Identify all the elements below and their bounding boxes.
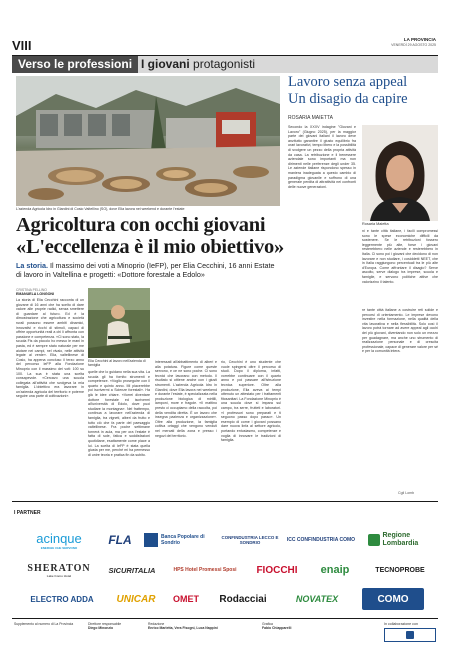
main-col-2: quelle che lo guidano nella sua vita. La scuola gli ha fornito strumenti e competenze. «Voglio proseguire con il quarto e quinto anno. Mi piacerebbe poi iscrivermi a Scienze forestali». Ha già le idee chiare. «Vorrei diventare dottore forestale ed iscrivermi all'università di Edolo, dove puoi studiare la montagna». Nel frattempo, continua a lavorare nell'azienda di famiglia, tra vigneti, alberi da frutto e tutto ciò che fa parte del paesaggio valtellinese. Fra poche settimane tornerà in aula, ma per ora l'estate è fatta di sole, fatica e soddisfazioni quotidiane, esattamente come piace a lui. La scelta di IeFP è stata quella giusta per me, perché mi ha permesso di unire teoria e pratica fin da subito.	[88, 370, 150, 457]
footer-editor-label: Direttore responsabile	[88, 622, 122, 626]
section-sub: I giovani	[141, 57, 190, 71]
inline-photo-caption: Elia Cecchini al lavoro nell'azienda di famiglia	[88, 359, 146, 367]
footer-supplement: Supplemento al numero di La Provincia	[14, 622, 74, 626]
footer-graphic-block	[262, 622, 322, 631]
side-col-2: ni e tante città italiane, i facili compromessi sono le spese economiche difficili da sostenere. Se le retribuzioni fossero leggermente più alte, forse i giovani resterebbero nelle aziende e resterebbero in Italia. Ci sono poi i giovani che decidono di non lavorare e non studiare, i cosiddetti NEET, che in Italia raggiungono percentuali tra le più alte d'Europa. Come affrontare il disagio? Serve ascolto, serve dialogo tra imprese, scuola e famiglie, e servono politiche attive che valorizzino il talento.	[362, 229, 438, 284]
footer-coordination-block	[148, 622, 258, 631]
footer-collab-logo	[384, 628, 436, 642]
partners-title: I PARTNER	[14, 510, 41, 516]
side-headline-line1: Lavoro senza appeal	[288, 74, 408, 90]
logo-sheraton	[24, 558, 94, 582]
worker-photo-illustration	[88, 288, 150, 358]
logo-unicar: UNICAR	[116, 593, 156, 605]
collab-mark-icon	[406, 631, 414, 639]
main-headline-line1: Agricoltura con occhi giovani	[16, 214, 266, 236]
logo-electro-adda: ELECTRO ADDA	[30, 594, 94, 604]
kicker: La storia.	[16, 261, 48, 270]
logo-bps-text: Banca Popolare di Sondrio	[161, 534, 205, 546]
logo-bps	[144, 530, 216, 550]
side-col-3: re tante città italiane a costruire reti solide e percorsi di orientamento. Le imprese devono investire nella formazione, nella qualità della vita lavorativa e nella flessibilità. Solo così il lavoro potrà tornare ad avere appeal agli occhi dei più giovani, diventando non solo un mezzo per guadagnare, ma anche uno strumento di realizzazione personale e di crescita professionale, capace di generare valore per sé e per la comunità intera.	[362, 308, 438, 354]
newspaper-name: LA PROVINCIA	[403, 37, 436, 42]
section-sub-label	[141, 56, 255, 73]
footer-graphic: Fabio Chiapparelli	[262, 626, 292, 631]
footer-editor-block	[88, 622, 144, 631]
logo-fiocchi: FIOCCHI	[256, 564, 298, 576]
logo-regione-text: Regione Lombardia	[382, 532, 419, 547]
bps-mark	[144, 533, 158, 547]
logo-como: COMO	[362, 588, 424, 610]
main-photo-caption: L'azienda Agricola Idro in Giardini di Cosio Valtellino (SO), dove Elia lavora nei weekend e durante l'estate	[16, 207, 185, 211]
byline-name: EMANUELA LONGONI	[16, 292, 54, 296]
issue-date: VENERDÌ 29 AGOSTO 2025	[391, 43, 436, 47]
side-portrait	[362, 125, 438, 221]
logo-omet: OMET	[173, 594, 199, 604]
footer-coordination-label: Redazione	[148, 622, 165, 626]
logo-hps: HPS Hotel Promessi Sposi	[173, 567, 237, 573]
footer-coordination: Enrico Marletta, Vera Fisogni, Luca Nappini	[148, 626, 218, 631]
logo-fla: FLA	[108, 533, 132, 547]
footer-collab: In collaborazione con	[384, 622, 418, 626]
partners-rule	[12, 501, 438, 502]
logo-sicuritalia: SICURITALIA	[108, 565, 156, 575]
logo-sheraton-text: SHERATON	[27, 562, 91, 574]
logo-tecnoprobe: TECNOPROBE	[375, 566, 425, 574]
page-number: VIII	[12, 38, 32, 53]
inline-photo	[88, 288, 150, 358]
main-col-4: rio, Cecchini è uno studente che vuole spingersi oltre il percorso di studi. Dopo il diploma, infatti, vorrebbe continuare con il quarto anno e poi passare all'istruzione tecnica superiore. Oltre alla produzione, Elia aveva ai tempi ottenuto un attestato per i trattamenti fitosanitari. La Fondazione Minoprio è una scuola dove si impara sul campo, tra serre, frutteti e laboratori. «I professori sono preparati e ti seguono passo dopo passo». Un esempio di come i giovani possano dare nuova linfa al settore agricolo, portando entusiasmo, competenze e voglia di innovare le tradizioni di famiglia.	[221, 360, 281, 443]
side-byline: ROSARIA MAIETTA	[288, 115, 333, 121]
side-headline-line2: Un disagio da capire	[288, 91, 408, 107]
logo-enaip: enaip	[320, 564, 350, 576]
footer-editor: Diego Minonzio	[88, 626, 114, 631]
side-end-credit: Cgil Lomb	[398, 491, 415, 495]
logo-acinque-tagline: ENERGIE CHE SERVONO	[40, 545, 78, 550]
logo-novatex: NOVATEX	[295, 594, 339, 604]
main-col-3: interessati all'abbattimento di alberi e alla potatura. Figure come queste servono, e ce ne sono poche. Ci sono tecnici che lavorano con metodo. Il risultato si ottiene anche con i giusti strumenti. L'azienda Agricola Idro in Giardini, dove Elia lavora nei weekend e durante l'estate, è specializzata nella produzione biologica di mirtilli, lamponi, more e fragole. «Il mattino presto ci occupiamo della raccolta, poi della vendita diretta. È un lavoro che insegna pazienza e organizzazione». Oltre alla produzione, la famiglia coltiva ortaggi che vengono venduti nei mercati della zona e presso i negozi del territorio.	[155, 360, 217, 438]
logo-confindustria-como: ICC CONFINDUSTRIA COMO	[286, 537, 356, 543]
kicker-summary	[16, 262, 280, 279]
main-photo	[16, 76, 280, 206]
logo-acinque-text: acinque	[36, 530, 82, 546]
portrait-illustration	[362, 125, 438, 221]
footer-graphic-label: Grafica	[262, 622, 273, 626]
section-main-label: Verso le professioni	[12, 56, 138, 73]
logo-confindustria-lecco: CONFINDUSTRIA LECCO E SONDRIO	[221, 534, 279, 545]
farm-scene-illustration	[16, 76, 280, 206]
summary: Il massimo dei voti a Minoprio (IeFP), per Elia Cecchini, 16 anni Estate di lavoro in Valtellina e progetti: «Dottore forestale a Edolo»	[16, 261, 275, 279]
logo-acinque	[24, 527, 94, 553]
logo-regione-lombardia	[362, 528, 438, 552]
logo-sheraton-sub: Lake Como Hotel	[46, 573, 72, 578]
rl-mark	[368, 534, 380, 546]
side-col-1: Secondo la XXXV indagine "Giovani e Lavoro" (Giugno 2025), per la maggior parte dei giovani italiani il lavoro deve anzitutto garantire il giusto equilibrio fra orari lavorativi, tempo libero e la possibilità di svolgere un pezzo della propria attività da casa. La retribuzione e il benessere aziendale sono importanti ma non dirimenti nelle preferenze degli under 35. Le aziende italiane rispondono spesso in maniera inadeguata a questo cambio di paradigma giovanile e soffrono di una generale perdita di attrattività nei confronti delle nuove generazioni.	[288, 125, 356, 189]
main-col-1: La storia di Elia Cecchini racconta di un giovane di 16 anni che ha scelto di dare valore alle proprie radici, senza smettere di guardare al futuro. Ed è la dimostrazione che agricoltura e società rurali possono essere ambiti dinamici, innovativi e ricchi di stimoli, capaci di offrire opportunità reali a chi li affronta con passione e competenza. «Ci sono stato, la scuola Fis da piccolo ho messo le mani in pasta, ed è sempre stato naturale per me aiutare nei campi, nel vivaio, nelle attività legate al verde». Elia, valtellinese di Cosio, ha appena concluso il terzo anno del percorso IeFP alla Fondazione Minoprio con il massimo dei voti: 100 su 100. La sua è stata una scelta consapevole. «Cercavo una scuola collegata all'attività che svolgeva la mia famiglia. L'obiettivo era lavorare in un'azienda agricola del territorio e poterne seguire una parte di coltivazioni».	[16, 298, 84, 399]
portrait-caption: Rosaria Maietta	[362, 222, 389, 226]
byline-role: CRISTINA PELLINO	[16, 288, 47, 292]
section-sub2: protagonisti	[193, 57, 256, 71]
footer-rule	[12, 618, 438, 619]
main-headline-line2: «L'eccellenza è il mio obiettivo»	[16, 236, 284, 258]
logo-rodacciai: Rodacciai	[219, 593, 267, 605]
